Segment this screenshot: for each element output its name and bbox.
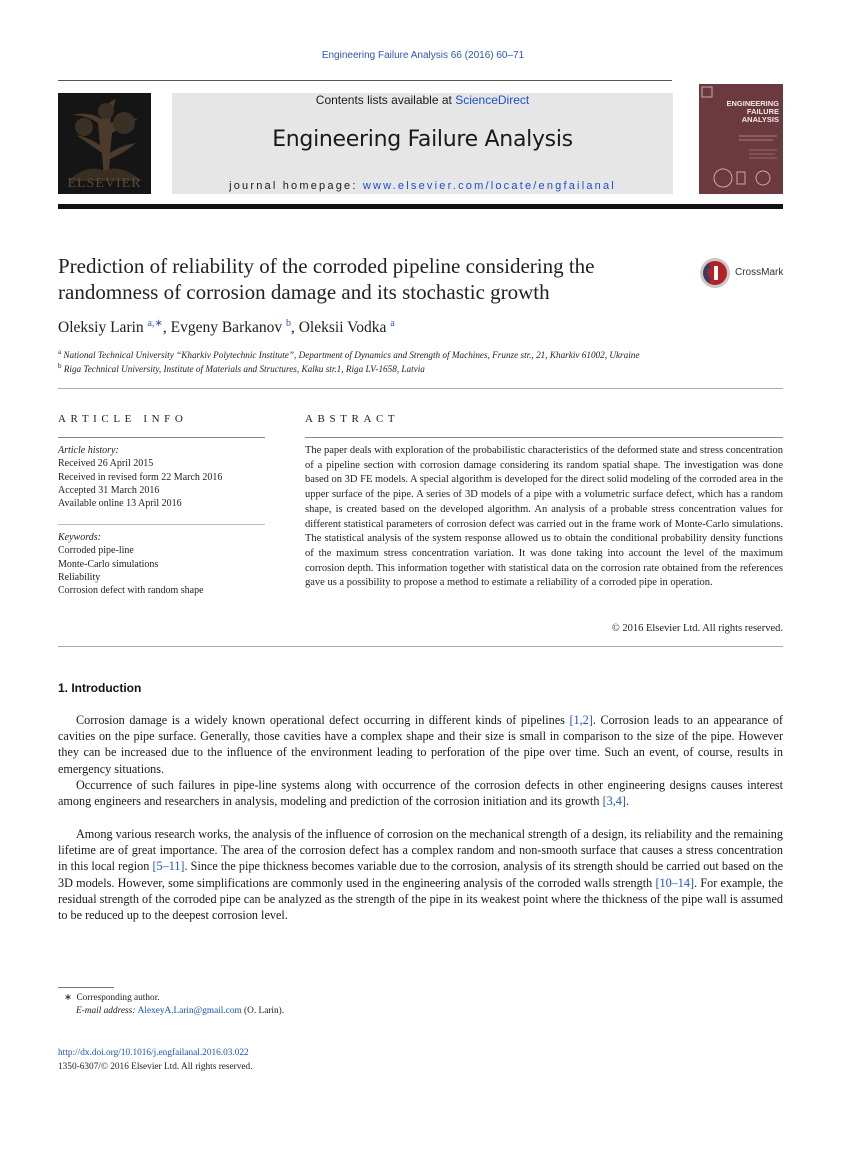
paragraph-text: Occurrence of such failures in pipe-line systems along with occurrence of the corrosion defects in other engineering designs causes interest among engineers and researchers in analysis, modeling and prediction of the corrosion initiation and its growth xyxy=(58,778,783,809)
header-thick-rule xyxy=(58,204,783,209)
affiliation xyxy=(58,362,783,374)
footnote-corresponding xyxy=(64,992,764,1003)
divider xyxy=(58,437,265,438)
body-paragraph xyxy=(58,826,783,923)
crossmark-badge[interactable] xyxy=(699,257,789,291)
homepage-prefix: journal homepage: xyxy=(229,180,363,192)
footnote-text: Corresponding author. xyxy=(76,993,160,1003)
abstract-text: The paper deals with exploration of the probabilistic characteristics of the deformed state and stress concentration of a pipeline section with corrosion damage considering its random spatial shape. The investigation was done based on 3D FE models. A special algorithm is developed for the direct solid modeling of the corroded area in the upper surface of the pipe. A series of 3D models of a pipe with a volumetric surface defect, which has a random shape, is created based on the developed algorithm. An analysis of a probable stress concentration values for different statistical parameters of corrosion defect was carried out in the frame work of Monte-Carlo simulations. The statistical analysis of the system response allowed us to obtain the conditional probability density functions of the maximum stress concentration variation. It was done taking into account the level of the maximum corrosion depth. This information together with statistical data on the corrosion rate obtained from the references gave us a possibility to propose a method to estimate a reliability of a corroded pipe in operation. xyxy=(305,445,783,589)
citation-link[interactable]: [5–11] xyxy=(152,859,185,874)
divider xyxy=(58,388,783,389)
section-heading: 1. Introduction xyxy=(58,681,142,695)
elsevier-logo xyxy=(58,93,151,194)
journal-citation[interactable]: Engineering Failure Analysis 66 (2016) 60–71 xyxy=(321,50,525,61)
history-item: Received 26 April 2015 xyxy=(58,458,154,470)
homepage-link[interactable]: www.elsevier.com/locate/engfailanal xyxy=(362,180,616,192)
affiliation-mark: b xyxy=(58,362,62,370)
elsevier-wordmark: ELSEVIER xyxy=(67,176,142,191)
email-suffix: (O. Larin). xyxy=(241,1006,285,1016)
keywords xyxy=(58,531,268,597)
keyword-item: Monte-Carlo simulations xyxy=(58,558,159,570)
footnote-rule xyxy=(58,987,114,988)
body-paragraph xyxy=(58,712,783,777)
header-top-rule xyxy=(58,80,672,81)
cover-title: ENGINEERING FAILURE ANALYSIS xyxy=(726,99,779,124)
history-item: Accepted 31 March 2016 xyxy=(58,484,160,496)
author-affil-mark[interactable]: a xyxy=(390,318,395,329)
paragraph-text: . For example, the residual strength of the corroded pipe can be analyzed as the strength of the pipe in its weakest point where the thickness of the pipe wall is assumed to be reduced up to the deepest corrosion level. xyxy=(58,875,783,923)
paragraph-text: . xyxy=(625,794,629,809)
crossmark-label: CrossMark xyxy=(735,267,784,278)
author-affil-mark[interactable]: b xyxy=(285,318,291,329)
paragraph-text: . Since the pipe thickness becomes variable due to the corrosion, analysis of its strength should be carried out based on the 3D models. However, some simplifications are commonly used in the engineering analysis of the corroded walls strength xyxy=(58,859,783,890)
affiliation-mark: a xyxy=(58,348,62,356)
body-paragraph xyxy=(58,777,783,809)
author-list xyxy=(58,318,783,337)
affiliation xyxy=(58,348,783,360)
author-affil-mark[interactable]: a,∗ xyxy=(147,318,163,329)
author-name[interactable]: Oleksii Vodka xyxy=(298,319,387,337)
crossmark-icon xyxy=(699,257,731,289)
issn-line: 1350-6307/© 2016 Elsevier Ltd. All rights reserved. xyxy=(58,1062,253,1072)
affiliation-text: National Technical University “Kharkiv Polytechnic Institute”, Department of Dynamics and Strength of Machines, Frunze str., 21, Kharkiv 61002, Ukraine xyxy=(63,350,640,361)
footnote-email xyxy=(76,1006,776,1016)
contents-prefix: Contents lists available at xyxy=(315,93,456,107)
history-item: Available online 13 April 2016 xyxy=(58,498,182,510)
doi-link[interactable]: http://dx.doi.org/10.1016/j.engfailanal.2016.03.022 xyxy=(58,1048,249,1058)
author-separator: , xyxy=(290,319,299,337)
article-history xyxy=(58,444,268,510)
article-title: Prediction of reliability of the corroded pipeline considering the randomness of corrosion damage and its stochastic growth xyxy=(58,254,595,304)
paragraph-text: Among various research works, the analysis of the influence of corrosion on the mechanical strength of a design, its reliability and the remaining lifetime are of great importance. The area of the corrosion defect has a complex random and non-smooth surface that causes a stress concentration in this local region xyxy=(58,827,783,874)
author-name[interactable]: Evgeny Barkanov xyxy=(170,319,283,337)
divider xyxy=(58,524,265,525)
divider xyxy=(305,437,783,438)
sciencedirect-link[interactable]: ScienceDirect xyxy=(455,93,530,107)
copyright-notice: © 2016 Elsevier Ltd. All rights reserved. xyxy=(611,623,783,634)
journal-title: Engineering Failure Analysis xyxy=(272,127,573,152)
history-item: Received in revised form 22 March 2016 xyxy=(58,471,223,483)
footnote-mark: ∗ xyxy=(64,993,72,1003)
author-name[interactable]: Oleksiy Larin xyxy=(58,319,144,337)
email-link[interactable]: AlexeyA.Larin@gmail.com xyxy=(137,1006,242,1016)
keyword-item: Reliability xyxy=(58,571,101,583)
contents-line xyxy=(172,93,673,107)
divider xyxy=(58,646,783,647)
citation-link[interactable]: [1,2] xyxy=(569,713,593,727)
abstract-heading: ABSTRACT xyxy=(305,413,400,425)
cover-graphic-icon xyxy=(699,84,783,194)
affiliation-text: Riga Technical University, Institute of Materials and Structures, Kalku str.1, Riga LV-1658, Latvia xyxy=(63,364,425,375)
keyword-item: Corrosion defect with random shape xyxy=(58,585,204,597)
paragraph-text: . Corrosion leads to an appearance of cavities on the pipe surface. Generally, those cavities have a complex shape and their size is small in comparison to the size of the pipe. However they can be increased due to the influence of the environment leading to perforation of the pipe over time. Such an event, of course, results in emergency situations. xyxy=(58,713,783,776)
keyword-item: Corroded pipe-line xyxy=(58,545,134,557)
email-label: E-mail address: xyxy=(76,1006,138,1016)
paragraph-text: Corrosion damage is a widely known operational defect occurring in different kinds of pipelines xyxy=(76,713,570,727)
homepage-line xyxy=(172,180,673,192)
journal-cover xyxy=(699,84,783,194)
author-separator: , xyxy=(162,319,171,337)
article-info-heading: ARTICLE INFO xyxy=(58,413,188,425)
citation-link[interactable]: [3,4] xyxy=(602,794,626,809)
history-label: Article history: xyxy=(58,445,119,456)
keywords-label: Keywords: xyxy=(58,532,101,543)
citation-link[interactable]: [10–14] xyxy=(655,875,695,890)
